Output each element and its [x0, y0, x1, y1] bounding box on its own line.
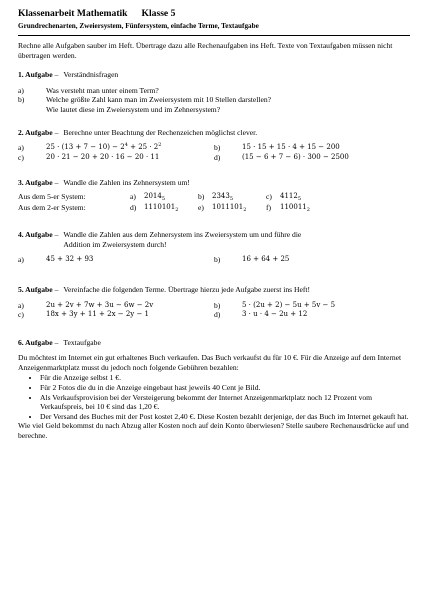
task-3b-value: $2343_5$ — [212, 191, 234, 202]
task-4-number: 4. Aufgabe — [18, 230, 53, 240]
task-5d-label: d) — [214, 310, 221, 320]
task-4b-label: b) — [214, 255, 221, 265]
task-2d-expr: (15 − 6 + 7 − 6) · 300 − 2500 — [242, 152, 349, 161]
task-1a-text: Was versteht man unter einem Term? — [46, 85, 159, 95]
task-2-title: Berechne unter Beachtung der Rechenzeichen möglichst clever. — [63, 127, 258, 137]
task-2-row-2 — [18, 153, 410, 163]
task-3e-label: e) — [198, 202, 204, 212]
task-1b-text-2: Wie lautet diese im Zweiersystem und im Zehnersystem? — [46, 104, 221, 114]
task-4-heading: 4. Aufgabe – Wandle die Zahlen aus dem Zehnersystem ins Zweiersystem um und führe die Addition im Zweiersystem durch! — [18, 230, 302, 249]
task-2b-expr: 15 · 15 + 15 · 4 + 15 − 200 — [242, 143, 340, 152]
task-6-question: Wie viel Geld bekommst du nach Abzug aller Kosten noch auf dein Konto überwiesen? Stelle saubere Rechenausdrücke auf und berechne. — [18, 421, 409, 441]
task-4a-label: a) — [18, 255, 24, 265]
task-1-number: 1. Aufgabe — [18, 70, 53, 80]
task-2b-label: b) — [214, 143, 221, 153]
task-5c-expr: 18x + 3y + 11 + 2x − 2y − 1 — [46, 310, 150, 319]
task-4b-expr: 16 + 64 + 25 — [242, 255, 290, 264]
task-4-title: Wandle die Zahlen aus dem Zehnersystem ins Zweiersystem um und führe die — [63, 230, 302, 240]
task-4-row — [18, 255, 410, 265]
worksheet — [18, 8, 410, 441]
header-divider — [18, 35, 410, 36]
list-item: • Als Verkaufsprovision bei der Versteigerung bekommt der Internet Anzeigenmarktplatz noch 12 Prozent vom Verkaufspreis, bei 10 € sind das 1,20 €. — [40, 393, 410, 412]
task-3-grid — [18, 192, 410, 213]
task-3-number: 3. Aufgabe — [18, 178, 53, 188]
task-3a-value: $2014_5$ — [144, 191, 166, 202]
task-2c-label: c) — [18, 152, 24, 162]
task-5c-label: c) — [18, 310, 24, 320]
task-3b-label: b) — [198, 191, 205, 201]
task-3e-value: $1011101_2$ — [212, 202, 247, 213]
task-5d-expr: 3 · u · 4 − 2u + 12 — [242, 310, 308, 319]
list-item: • Für die Anzeige selbst 1 €. — [40, 373, 410, 383]
task-2c-expr: 20 · 21 − 20 + 20 · 16 − 20 · 11 — [46, 152, 160, 161]
task-5b-expr: 5 · (2u + 2) − 5u + 5v − 5 — [242, 300, 336, 309]
task-5a-expr: 2u + 2v + 7w + 3u − 6w − 2v — [46, 300, 154, 309]
task-2-number: 2. Aufgabe — [18, 127, 53, 137]
task-3-row1-label: Aus dem 5-er System: — [18, 191, 86, 201]
task-6-title: Textaufgabe — [63, 337, 101, 347]
task-3-row2-label: Aus dem 2-er System: — [18, 202, 86, 212]
page-title — [18, 8, 410, 20]
intro-text: Rechne alle Aufgaben sauber im Heft. Übertrage dazu alle Rechenaufgaben ins Heft. Texte von Textaufgaben müssen nicht übertragen werden. — [18, 41, 393, 60]
task-1b-text: Welche größte Zahl kann man im Zweiersystem mit 10 Stellen darstellen? — [46, 95, 272, 105]
task-1-heading: 1. Aufgabe – Verständnisfragen — [18, 70, 119, 80]
task-5-row-2 — [18, 310, 410, 320]
task-6-number: 6. Aufgabe — [18, 337, 53, 347]
task-5-title: Vereinfache die folgenden Terme. Übertrage hierzu jede Aufgabe zuerst ins Heft! — [63, 284, 311, 294]
task-3d-label: d) — [130, 202, 137, 212]
title-text: Klassenarbeit Mathematik — [18, 8, 128, 19]
task-1a-label: a) — [18, 85, 24, 95]
task-5-heading: 5. Aufgabe – Vereinfache die folgenden Terme. Übertrage hierzu jede Aufgabe zuerst ins Heft! — [18, 284, 311, 294]
task-1-title: Verständnisfragen — [63, 70, 119, 80]
task-2-heading: 2. Aufgabe – Berechne unter Beachtung der Rechenzeichen möglichst clever. — [18, 127, 258, 137]
task-5-row-1 — [18, 301, 410, 311]
task-4-title-2: Addition im Zweiersystem durch! — [63, 239, 167, 249]
task-6-heading: 6. Aufgabe – Textaufgabe — [18, 337, 101, 347]
task-3c-value: $4112_5$ — [280, 191, 302, 202]
task-2-row-1 — [18, 143, 410, 153]
task-5a-label: a) — [18, 300, 24, 310]
page-subtitle: Grundrechenarten, Zweiersystem, Fünfersystem, einfache Terme, Textaufgabe — [18, 22, 259, 30]
list-item: • Für 2 Fotos die du in die Anzeige eingebaut hast jeweils 40 Cent je Bild. — [40, 383, 410, 393]
task-3-heading: 3. Aufgabe – Wandle die Zahlen ins Zehnersystem um! — [18, 178, 190, 188]
task-3f-value: $110011_2$ — [280, 202, 310, 213]
task-5-number: 5. Aufgabe — [18, 284, 53, 294]
task-3a-label: a) — [130, 191, 136, 201]
task-6-cost-list — [18, 373, 410, 421]
task-3d-value: $1110101_2$ — [144, 202, 179, 213]
task-2d-label: d) — [214, 152, 221, 162]
task-1b-cont — [18, 105, 410, 115]
task-3-title: Wandle die Zahlen ins Zehnersystem um! — [63, 178, 190, 188]
task-1b — [18, 95, 410, 105]
task-4a-expr: 45 + 32 + 93 — [46, 255, 94, 264]
task-3c-label: c) — [266, 191, 272, 201]
list-item: • Der Versand des Buches mit der Post kostet 2,40 €. Diese Kosten bezahlt derjenige, der das Buch im Internet gekauft hat. — [40, 412, 410, 422]
task-6-text: Du möchtest im Internet ein gut erhaltenes Buch verkaufen. Das Buch verkaufst du für 10 €. Für die Anzeige auf dem Internet Anzeigenmarktplatz musst du jedoch noch folgende Gebühren bezahlen: — [18, 353, 402, 372]
task-5b-label: b) — [214, 300, 221, 310]
class-label: Klasse 5 — [141, 8, 176, 19]
task-1a — [18, 86, 410, 96]
task-2a-label: a) — [18, 143, 24, 153]
task-2a-expr: $25 \cdot (13 + 7 - 10) - 2^4 + 25 \cdot 2^2$ — [46, 142, 162, 152]
task-3f-label: f) — [266, 202, 272, 212]
task-1b-label: b) — [18, 95, 25, 105]
